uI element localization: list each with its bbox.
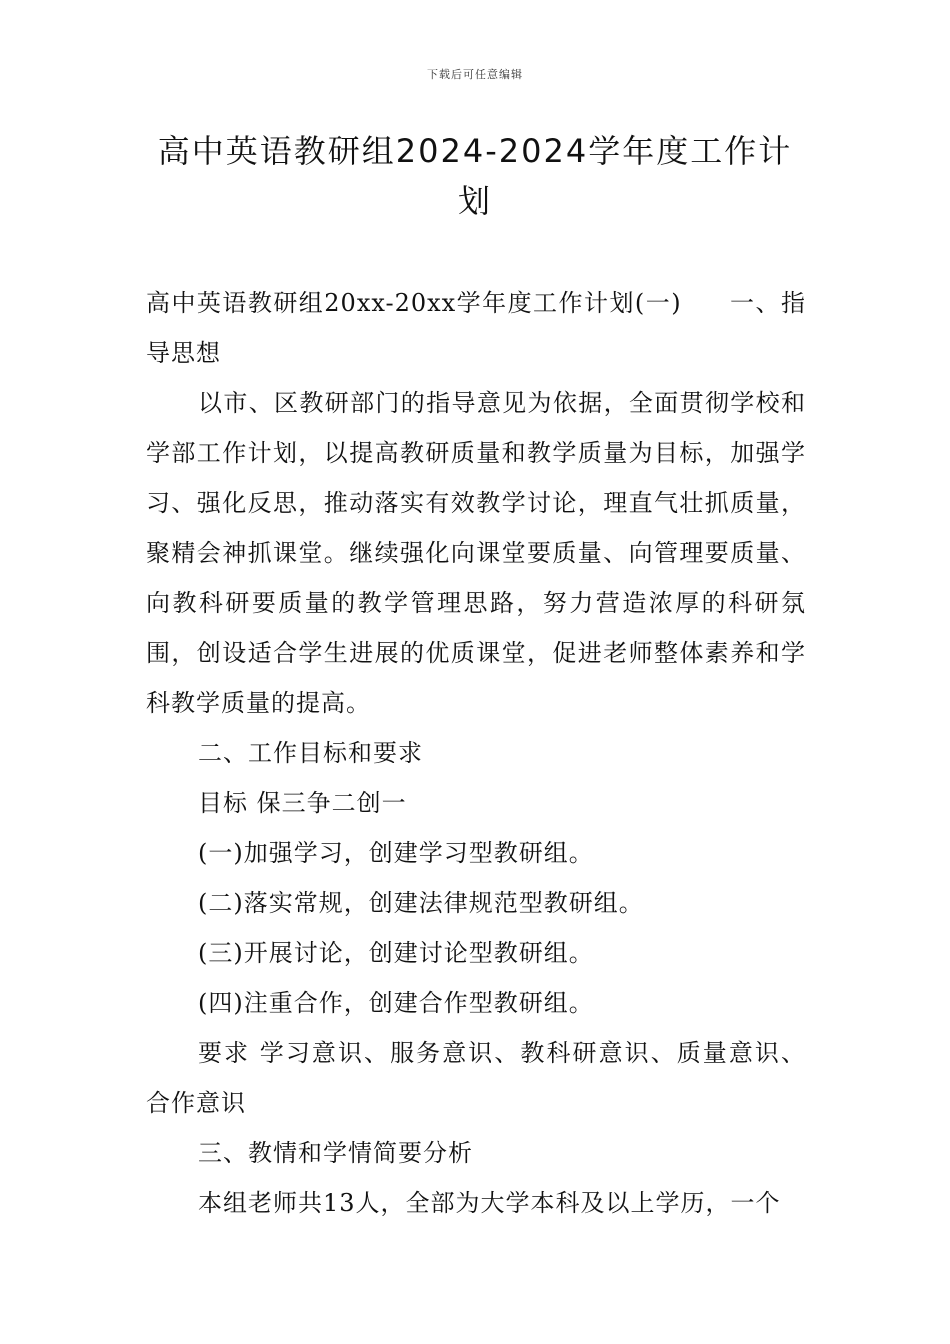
analysis-paragraph: 本组老师共13人，全部为大学本科及以上学历，一个: [198, 1189, 781, 1217]
goal-item-2: (二)落实常规，创建法律规范型教研组。: [198, 889, 644, 917]
guiding-paragraph: 以市、区教研部门的指导意见为依据，全面贯彻学校和学部工作计划，以提高教研质量和教学质量为目标，加强学习、强化反思，推动落实有效教学讨论，理直气壮抓质量，聚精会神抓课堂。继续强化向课堂要质量、向管理要质量、向教科研要质量的教学管理思路，努力营造浓厚的科研氛围，创设适合学生进展的优质课堂，促进老师整体素养和学科教学质量的提高。: [146, 389, 806, 717]
plan-subtitle: 高中英语教研组20xx-20xx学年度工作计划(一): [146, 289, 682, 317]
header-note: 下载后可任意编辑: [427, 68, 523, 81]
document-body: [146, 278, 806, 1228]
goal-item-4: (四)注重合作，创建合作型教研组。: [198, 989, 594, 1017]
goal-item-1: (一)加强学习，创建学习型教研组。: [198, 839, 594, 867]
goal-line: 目标 保三争二创一: [198, 789, 407, 817]
goal-item-3: (三)开展讨论，创建讨论型教研组。: [198, 939, 594, 967]
document-title: 高中英语教研组2024-2024学年度工作计划: [157, 132, 793, 220]
intro-line: [146, 278, 806, 378]
section-heading-guiding: 一、指导思想: [146, 289, 806, 367]
section-heading-analysis: 三、教情和学情简要分析: [198, 1139, 473, 1167]
requirement-line: 要求 学习意识、服务意识、教科研意识、质量意识、合作意识: [146, 1039, 806, 1117]
section-heading-goals: 二、工作目标和要求: [198, 739, 423, 767]
